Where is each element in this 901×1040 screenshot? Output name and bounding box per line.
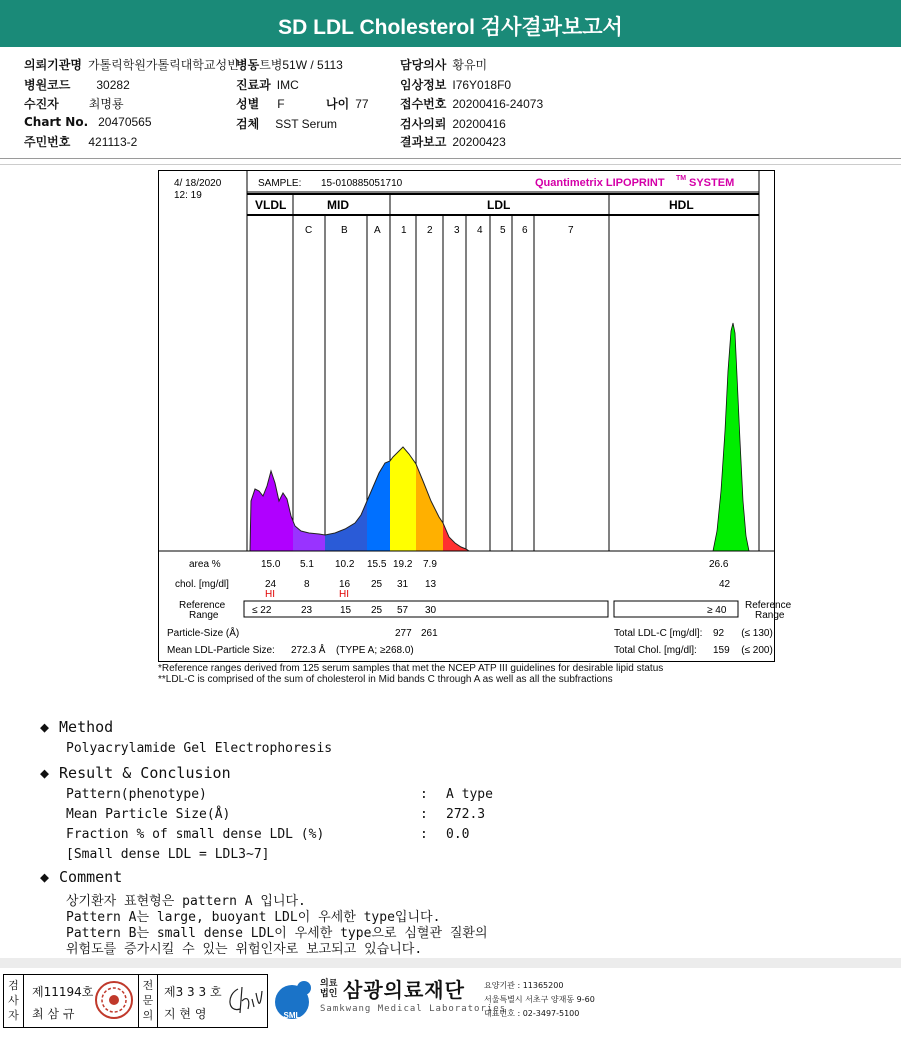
- specialist-label-char: 문: [142, 994, 154, 1007]
- result-colon: :: [420, 787, 428, 802]
- ref-ldl1: 57: [397, 605, 409, 616]
- specialist-label: [138, 975, 158, 1027]
- sml-logo-text: SML: [283, 1011, 301, 1020]
- footer: [0, 962, 901, 1040]
- area-label: area %: [189, 559, 221, 570]
- header-key: Chart No.: [24, 115, 89, 129]
- total-chol-ref: (≤ 200): [741, 645, 773, 656]
- diamond-icon: ◆: [40, 718, 50, 736]
- result-value: 272.3: [446, 807, 486, 822]
- ref-label: Range: [189, 610, 219, 621]
- band-label: 1: [401, 225, 407, 236]
- result-key: Mean Particle Size(Å): [66, 807, 231, 822]
- area-ldl2: 7.9: [423, 559, 437, 570]
- signature-icon: [224, 983, 264, 1019]
- mean-label: Mean LDL-Particle Size:: [167, 645, 275, 656]
- ref-right-label: Range: [755, 610, 785, 621]
- mean-value: 272.3 Å: [291, 645, 326, 656]
- ref-vldl: ≤ 22: [252, 605, 272, 616]
- header-value: 30282: [96, 78, 130, 92]
- header-key: 성별: [236, 97, 260, 111]
- header-key: 수진자: [24, 97, 59, 111]
- header-row: [24, 95, 124, 112]
- org-prefix-line: 법인: [320, 989, 338, 999]
- total-chol-value: 159: [713, 645, 730, 656]
- ref-b: 15: [340, 605, 352, 616]
- header-value: 최명룡: [88, 97, 124, 111]
- header-divider: [0, 164, 901, 165]
- curve-c: [293, 521, 325, 551]
- header-key: 담당의사: [400, 58, 447, 72]
- header-value: I76Y018F0: [452, 78, 512, 92]
- header-key: 검체: [236, 117, 260, 131]
- org-info: 서울특별시 서초구 양재동 9-60: [484, 995, 595, 1004]
- header-key: 진료과: [236, 78, 271, 92]
- result-note: [Small dense LDL = LDL3~7]: [66, 847, 270, 862]
- header-key: 결과보고: [400, 135, 447, 149]
- comment-line: 상기환자 표현형은 pattern A 입니다.: [66, 894, 306, 909]
- area-vldl: 15.0: [261, 559, 281, 570]
- header-value: F: [277, 97, 285, 111]
- report-title: SD LDL Cholesterol 검사결과보고서: [0, 0, 901, 47]
- chol-vldl: 24: [265, 579, 277, 590]
- header-row: [236, 56, 343, 73]
- group-ldl: LDL: [487, 198, 511, 212]
- header-value: 421113-2: [88, 135, 138, 149]
- comment-line: 위험도를 증가시킬 수 있는 위험인자로 보고되고 있습니다.: [66, 942, 423, 957]
- header-row: [24, 133, 137, 150]
- area-ldl1: 19.2: [393, 559, 413, 570]
- inspector-label-char: 자: [8, 1009, 19, 1022]
- inspector-label: [4, 975, 24, 1027]
- curve-ldl2: [416, 464, 443, 551]
- result-key: Fraction % of small dense LDL (%): [66, 827, 325, 842]
- header-key: 접수번호: [400, 97, 447, 111]
- org-info: 요양기관 : 11365200: [484, 981, 564, 990]
- org-prefix-line: 의료: [320, 979, 338, 989]
- signature-box: [3, 974, 268, 1028]
- header-value: 20200416: [452, 117, 506, 131]
- total-chol-label: Total Chol. [mg/dl]:: [614, 645, 697, 656]
- header-key: 주민번호: [24, 135, 71, 149]
- chol-ldl2: 13: [425, 579, 437, 590]
- header-row: [400, 56, 487, 73]
- footnote-1: *Reference ranges derived from 125 serum samples that met the NCEP ATP III guidelines for desirable lipid status: [158, 663, 664, 674]
- header-row: [24, 115, 152, 129]
- band-label: B: [341, 225, 348, 236]
- area-a: 15.5: [367, 559, 387, 570]
- chol-b: 16: [339, 579, 351, 590]
- particle-ldl1: 277: [395, 628, 412, 639]
- band-label: 4: [477, 225, 483, 236]
- header-row: [400, 133, 506, 150]
- footnote-2: **LDL-C is comprised of the sum of cholesterol in Mid bands C through A as well as all the subfractions: [158, 674, 613, 685]
- header-row: [24, 76, 130, 93]
- header-key: 임상정보: [400, 78, 447, 92]
- brand-system: SYSTEM: [689, 177, 735, 189]
- header-key: 병동: [236, 58, 260, 72]
- result-key: Pattern(phenotype): [66, 787, 207, 802]
- method-title: Method: [59, 718, 114, 736]
- group-vldl: VLDL: [255, 198, 287, 212]
- band-label: 2: [427, 225, 433, 236]
- header-row: [236, 115, 337, 132]
- ref-hdl: ≥ 40: [707, 605, 727, 616]
- comment-line: Pattern A는 large, buoyant LDL이 우세한 type입니다.: [66, 910, 441, 925]
- header-value: SST Serum: [275, 117, 337, 131]
- total-ldl-ref: (≤ 130): [741, 628, 773, 639]
- header-row: [400, 95, 543, 112]
- chol-label: chol. [mg/dl]: [175, 579, 229, 590]
- header-value: 20200423: [452, 135, 506, 149]
- curve-hdl: [713, 323, 749, 551]
- comment-heading: [40, 868, 122, 886]
- hi-flag-b: HI: [339, 589, 349, 600]
- band-label: 6: [522, 225, 528, 236]
- result-value: 0.0: [446, 827, 470, 842]
- diamond-icon: ◆: [40, 868, 50, 886]
- org-prefix: [320, 979, 337, 999]
- area-hdl: 26.6: [709, 559, 729, 570]
- ref-a: 25: [371, 605, 383, 616]
- header-row: [400, 115, 506, 132]
- band-label: A: [374, 225, 381, 236]
- header-value: 가톨릭학원가톨릭대학교성빈: [87, 58, 239, 72]
- header-value: IMC: [276, 78, 299, 92]
- result-colon: :: [420, 807, 428, 822]
- header-row: [400, 76, 511, 93]
- ref-label: Reference: [179, 600, 226, 611]
- header-divider: [0, 158, 901, 159]
- lipoprint-chart: [158, 170, 792, 662]
- curve-ldl3: [443, 523, 469, 551]
- area-b: 10.2: [335, 559, 355, 570]
- area-c: 5.1: [300, 559, 314, 570]
- org-en: Samkwang Medical Laboratories: [320, 1004, 507, 1014]
- inspector-name: 최 삼 규: [32, 1007, 75, 1021]
- chol-ldl1: 31: [397, 579, 409, 590]
- particle-ldl2: 261: [421, 628, 438, 639]
- header-key: 나이: [326, 97, 350, 111]
- header-row: [236, 95, 285, 112]
- specialist-label-char: 의: [142, 1009, 154, 1022]
- header-key: 의뢰기관명: [24, 58, 82, 72]
- header-row: [24, 56, 239, 73]
- sample-id: 15-010885051710: [321, 178, 403, 189]
- chol-c: 8: [304, 579, 310, 590]
- band-label: 3: [454, 225, 460, 236]
- seal-icon: [94, 980, 134, 1020]
- result-heading: [40, 764, 231, 782]
- result-colon: :: [420, 827, 428, 842]
- curve-b: [325, 501, 367, 551]
- hi-flag-vldl: HI: [265, 589, 275, 600]
- header-value: 20470565: [98, 115, 152, 129]
- header-row: [326, 95, 369, 112]
- total-ldl-label: Total LDL-C [mg/dl]:: [614, 628, 703, 639]
- org-name: 삼광의료재단: [343, 978, 465, 1002]
- inspector-label-char: 사: [8, 994, 19, 1007]
- chart-time: 12: 19: [174, 190, 202, 201]
- specialist-name: 지 현 영: [164, 1007, 207, 1021]
- header-key: 검사의뢰: [400, 117, 447, 131]
- inspector-label-char: 검: [8, 979, 19, 992]
- chart-svg: [159, 171, 792, 661]
- band-label: C: [305, 225, 313, 236]
- inspector-no: 제11194호: [32, 985, 94, 999]
- ref-right-label: Reference: [745, 600, 792, 611]
- header-value: 트병51W / 5113: [259, 58, 343, 72]
- specialist-no: 제3 3 3 호: [164, 985, 222, 999]
- brand-tm: TM: [676, 175, 687, 182]
- ref-ldl2: 30: [425, 605, 437, 616]
- method-text: Polyacrylamide Gel Electrophoresis: [66, 741, 333, 756]
- chart-date: 4/ 18/2020: [174, 178, 222, 189]
- specialist-label-char: 전: [142, 979, 154, 992]
- comment-title: Comment: [59, 868, 123, 886]
- chol-hdl: 42: [719, 579, 731, 590]
- result-value: A type: [446, 787, 493, 802]
- header-value: 77: [355, 97, 369, 111]
- header-row: [236, 76, 299, 93]
- mean-type: (TYPE A; ≥268.0): [336, 645, 414, 656]
- curve-ldl1: [390, 447, 416, 551]
- group-mid: MID: [327, 198, 349, 212]
- comment-line: Pattern B는 small dense LDL이 우세한 type으로 심혈관 질환의: [66, 926, 488, 941]
- header-value: 황유미: [452, 58, 488, 72]
- diamond-icon: ◆: [40, 764, 50, 782]
- result-title: Result & Conclusion: [59, 764, 231, 782]
- org-info: 대표번호 : 02-3497-5100: [484, 1009, 580, 1018]
- header-key: 병원코드: [24, 78, 71, 92]
- brand-name: Quantimetrix LIPOPRINT: [535, 177, 665, 189]
- particle-label: Particle-Size (Å): [167, 628, 240, 639]
- method-heading: [40, 718, 113, 736]
- header-value: 20200416-24073: [452, 97, 544, 111]
- curve-vldl: [250, 471, 293, 551]
- ref-c: 23: [301, 605, 313, 616]
- total-ldl-value: 92: [713, 628, 725, 639]
- sample-label: SAMPLE:: [258, 178, 302, 189]
- band-label: 5: [500, 225, 506, 236]
- band-label: 7: [568, 225, 574, 236]
- chol-a: 25: [371, 579, 383, 590]
- sml-logo-icon: [270, 976, 318, 1024]
- group-hdl: HDL: [669, 198, 694, 212]
